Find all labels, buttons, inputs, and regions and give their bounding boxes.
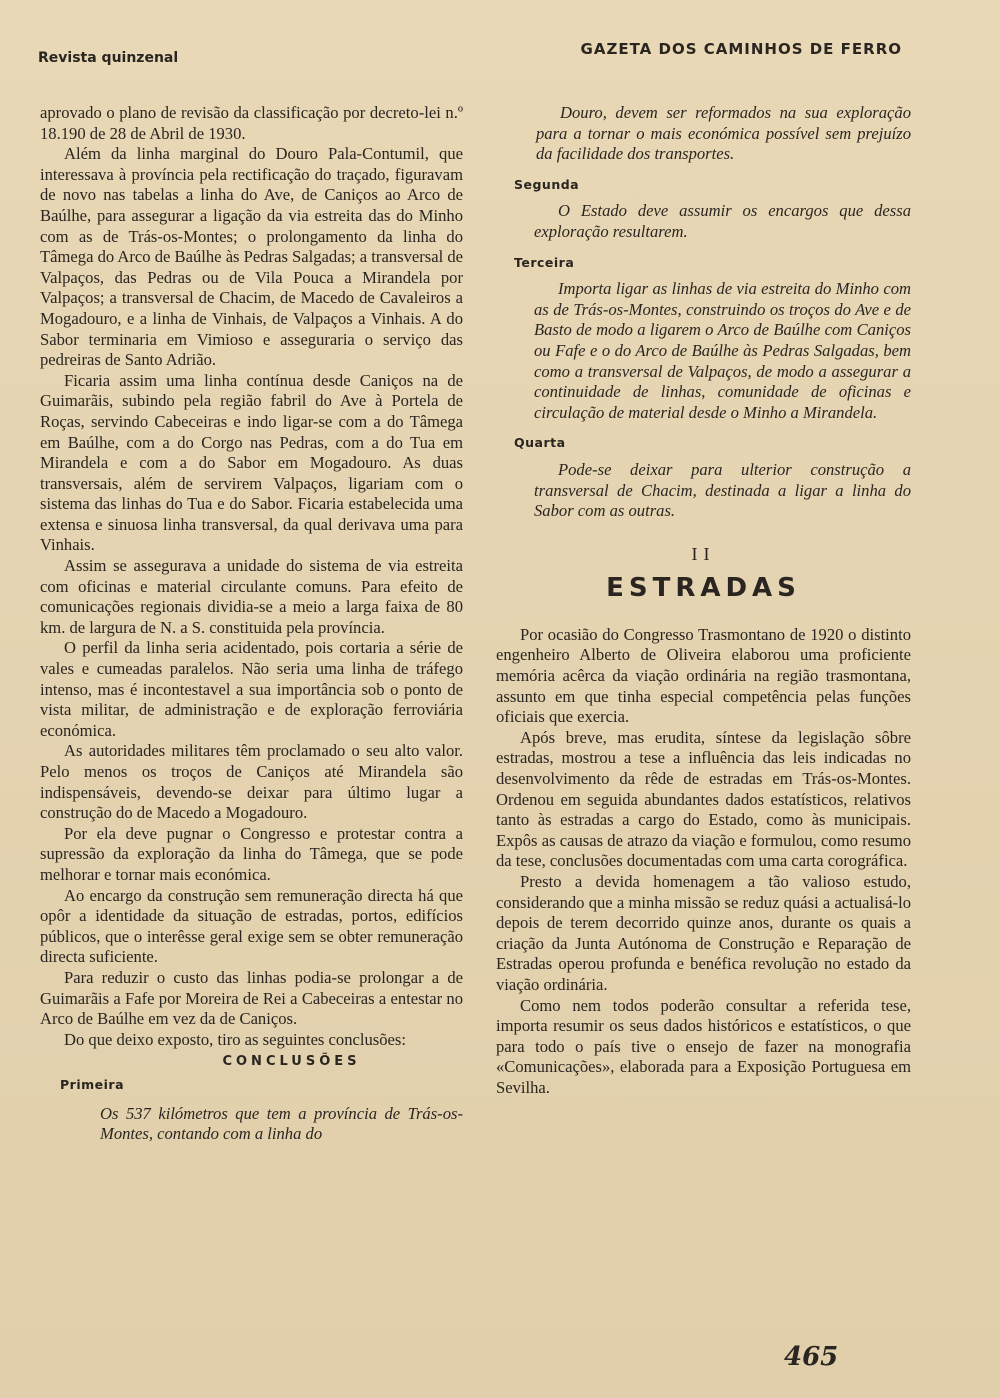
paragraph: Por ela deve pugnar o Congresso e protestar contra a supressão da exploração da linha do Tâmega, que se pode melhorar e tornar mais económica. — [40, 823, 463, 884]
paragraph: Para reduzir o custo das linhas podia-se prolongar a de Guimarãis a Fafe por Moreira de Rei a Cabeceiras a entestar no Arco de Baúlhe em vez da de Caniços. — [40, 967, 463, 1029]
left-column — [40, 103, 463, 1145]
conclusion-label-terceira: Terceira — [514, 254, 575, 270]
paragraph: Como nem todos poderão consultar a referida tese, importa resumir os seus dados históricos e estatísticos, o que para todo o país tive o ensejo de fazer na monografia «Comunicações», elaborada para a Exposição Portuguesa em Sevilha. — [496, 995, 911, 1097]
conclusion-label-primeira: Primeira — [60, 1076, 124, 1092]
paragraph: O perfil da linha seria acidentado, pois cortaria a série de vales e cumeadas paralelos. Não seria uma linha de tráfego intenso, mas é incontestavel a sua importância sob o ponto de vista militar, de administração e de exploração ferroviária económica. — [40, 638, 463, 740]
paragraph: As autoridades militares têm proclamado o seu alto valor. Pelo menos os troços de Caniços até Mirandela são indispensáveis, devendo-se deixar para último lugar a construção do de Macedo a Mogadouro. — [40, 741, 463, 823]
conclusion-text-quarta: Pode-se deixar para ulterior construção a transversal de Chacim, destinada a ligar a linha do Sabor com as outras. — [534, 459, 911, 521]
paragraph: Presto a devida homenagem a tão valioso estudo, considerando que a minha missão se reduz quási a actualisá-lo depois de terem decorrido quinze anos, durante os quais a criação da Junta Autónoma de Construção e Reparação de Estradas operou profunda e benéfica revolução no estado da viação ordinária. — [496, 872, 911, 994]
section-number: II — [691, 543, 716, 564]
section-title: ESTRADAS — [606, 573, 801, 604]
paragraph: Após breve, mas erudita, síntese da legislação sôbre estradas, mostrou a tese a influência das leis indicadas no desenvolvimento da rêde de estradas em Trás-os-Montes. Ordenou em seguida abundantes dados estatísticos, relativos tanto às estradas a cargo do Estado, como às municipais. Expôs as causas de atrazo da viação e formulou, como resumo da tese, conclusões documentadas com uma carta corográfica. — [496, 727, 911, 871]
conclusions-heading: CONCLUSÕES — [222, 1054, 361, 1070]
paragraph: aprovado o plano de revisão da classificação por decreto-lei n.º 18.190 de 28 de Abril de 1930. — [40, 103, 463, 143]
paragraph: Ao encargo da construção sem remuneração directa há que opôr a identidade da situação de estradas, portos, edifícios públicos, que o interêsse geral exige sem se obter remuneração directa suficiente. — [40, 885, 463, 967]
conclusion-text-segunda: O Estado deve assumir os encargos que dessa exploração resultarem. — [534, 201, 911, 241]
paragraph: Assim se assegurava a unidade do sistema de via estreita com oficinas e material circulante comuns. Para efeito de comunicações regionais dividia-se a meio a larga faixa de 80 km. de largura de N. a S. constituida pela província. — [40, 556, 463, 637]
paragraph: Além da linha marginal do Douro Pala-Contumil, que interessava à província pela rectificação do traçado, figuravam de novo nas tabelas a linha do Ave, de Caniços ao Arco de Baúlhe, para assegurar a ligação da via estreita das do Minho com as de Trás-os-Montes; o prolongamento da linha do Tâmega do Arco de Baúlhe às Pedras Salgadas; a transversal de Valpaços, das Pedras ou de Vila Pouca a Mirandela por Valpaços; a transversal de Chacim, de Macedo de Cavaleiros a Mogadouro, e a linha de Vinhais, de Valpaços a Vinhais. A do Sabor terminaria em Vimioso e asseguraria o serviço das pedreiras de Santo Adrião. — [40, 144, 463, 370]
paragraph: Ficaria assim uma linha contínua desde Caniços na de Guimarãis, subindo pela região fabril do Ave à Portela de Roças, servindo Cabeceiras e indo ligar-se com a do Tâmega em Baúlhe, com a do Corgo nas Pedras, com a do Tua em Mirandela e com a do Sabor em Mogadouro. As duas transversais, além de servirem Valpaços, ligariam com o sistema das linhas do Tua e do Sabor. Ficaria estabelecida uma extensa e sinuosa linha transversal, da qual derivava uma para Vinhais. — [40, 370, 463, 555]
conclusion-text-primeira: Os 537 kilómetros que tem a província de Trás-os-Montes, contando com a linha do — [100, 1103, 463, 1144]
conclusion-text-primeira-continued: Douro, devem ser reformados na sua exploração para a tornar o mais económica possível sem prejuízo da facilidade dos transportes. — [536, 103, 911, 164]
conclusion-text-terceira: Importa ligar as linhas de via estreita do Minho com as de Trás-os-Montes, construindo os troços do Ave e de Basto de modo a ligarem o Arco de Baúlhe com Caniços ou Fafe e o do Arco de Baúlhe às Pedras Salgadas, bem como a transversal de Valpaços, de modo a assegurar a continuidade de linhas, comunidade de oficinas e circulação de material desde o Minho a Mirandela. — [534, 279, 911, 422]
right-column — [496, 103, 911, 1099]
conclusion-label-quarta: Quarta — [514, 435, 566, 451]
paragraph: Por ocasião do Congresso Trasmontano de 1920 o distinto engenheiro Alberto de Oliveira elaborou uma proficiente memória acêrca da viação ordinária na região trasmontana, assunto em que tinha especial competência pelas funções oficiais que exercia. — [496, 624, 911, 727]
page-number: 465 — [784, 1342, 839, 1372]
conclusion-label-segunda: Segunda — [514, 176, 580, 192]
running-header-right: GAZETA DOS CAMINHOS DE FERRO — [580, 40, 902, 58]
paragraph: Do que deixo exposto, tiro as seguintes conclusões: — [64, 1029, 406, 1049]
running-header-left: Revista quinzenal — [38, 50, 179, 66]
